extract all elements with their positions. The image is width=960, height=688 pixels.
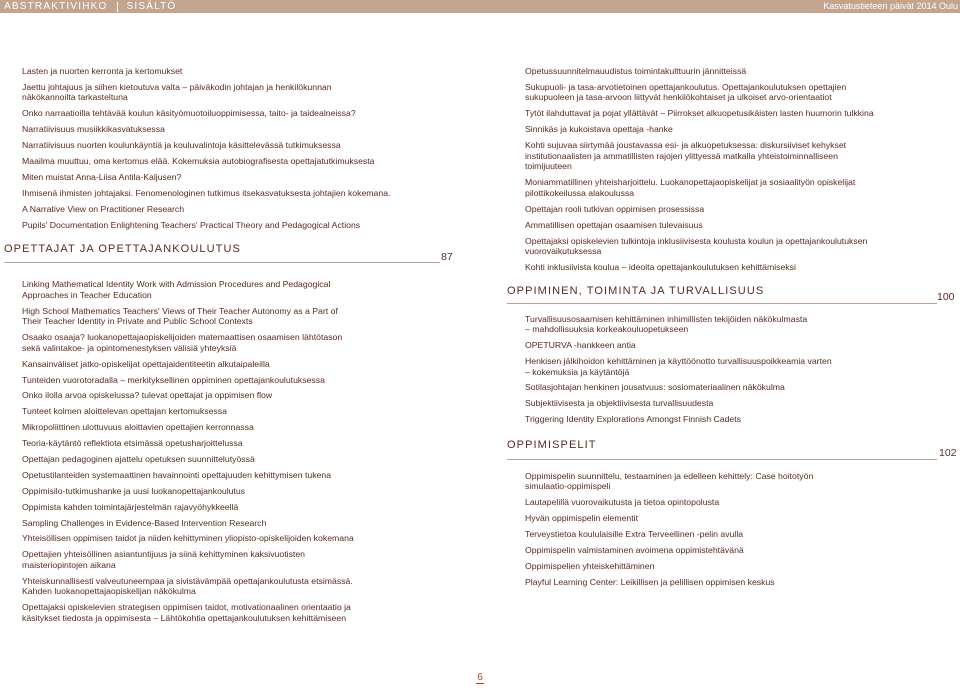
section-divider xyxy=(507,459,937,460)
toc-entry[interactable]: Maailma muuttuu, oma kertomus elää. Kokemuksia autobiografisesta opettajatutkimuksesta xyxy=(22,156,375,167)
left-top-entry-list xyxy=(22,66,462,230)
right-top-entry-list xyxy=(525,66,935,273)
toc-entry[interactable]: Narratiivisuus nuorten koulunkäyntiä ja kouluvalintoja käsittelevässä tutkimuksessa xyxy=(22,140,341,151)
toc-entry[interactable]: Onko narraatioilla tehtävää koulun käsityömuotoiluoppimisessa, taito- ja taidealneissa? xyxy=(22,108,356,119)
top-bar-separator xyxy=(117,2,118,12)
toc-entry[interactable]: Osaako osaaja? luokanopettajaopiskelijoiden matemaattisen osaamisen lähtötason sekä valintakoe- ja opintomenestyksen välisiä yhteyksiä xyxy=(22,332,343,353)
toc-entry[interactable]: Tunteiden vuorotoradalla – merkityksellinen oppiminen opettajankoulutuksessa xyxy=(22,374,325,385)
toc-entry[interactable]: Playful Learning Center: Leikillisen ja pelillisen oppimisen keskus xyxy=(525,576,775,587)
toc-entry[interactable]: Oppimispelin suunnittelu, testaaminen ja edelleen kehittely: Case hoitotyön simulaatio-oppimispeli xyxy=(525,470,814,492)
toc-entry[interactable]: Henkisen jälkihoidon kehittäminen ja käyttöönotto turvallisuuspoikkeamia varten – kokemuksia ja käytäntöjä xyxy=(525,355,832,377)
toc-entry[interactable]: Lasten ja nuorten kerronta ja kertomukset xyxy=(22,66,183,76)
section-heading: OPETTAJAT JA OPETTAJANKOULUTUS xyxy=(4,243,241,256)
toc-entry[interactable]: Opettajien yhteisöllinen asiantuntijuus ja siinä kehittyminen kaksivuotisten maisteriopintojen aikana xyxy=(22,549,305,570)
toc-entry[interactable]: Sinnikäs ja kukoistava opettaja -hanke xyxy=(525,124,673,135)
toc-entry[interactable]: Mikropoliittinen ulottuvuus aloittavien opettajien kerronnassa xyxy=(22,422,254,433)
page-number: 6 xyxy=(477,672,483,683)
section-oppimispelit xyxy=(507,438,957,460)
toc-entry[interactable]: Teoria-käytäntö reflektiota etsimässä opetusharjoittelussa xyxy=(22,438,243,449)
toc-entry[interactable]: Subjektiivisesta ja objektiivisesta turvallisuudesta xyxy=(525,398,714,409)
toc-entry[interactable]: Opetussuunnitelmauudistus toimintakulttuurin jännitteissä xyxy=(525,66,747,76)
toc-entry[interactable]: Oppimista kahden toimintajärjestelmän rajavyöhykkeellä xyxy=(22,501,239,512)
toc-entry[interactable]: A Narrative View on Practitioner Research xyxy=(22,203,185,214)
toc-entry[interactable]: Opettajaksi opiskelevien strategisen oppimisen taidot, motivationaalinen orientaatio ja käsitykset tiedosta ja oppimisesta – Lähtökohtia opettajankoulutuksen kehittämiseen xyxy=(22,602,351,623)
toc-entry[interactable]: Oppimispelin valmistaminen avoimena oppimistehtävänä xyxy=(525,544,744,555)
toc-entry[interactable]: Tytöt ilahduttavat ja pojat yllättävät – Piirrokset alkuopetusikäisten lasten huumorin tulkkina xyxy=(525,108,874,119)
toc-entry[interactable]: Yhteisöllisen oppimisen taidot ja niiden kehittyminen yliopisto-opiskelijoiden kokemana xyxy=(22,533,354,544)
toc-entry[interactable]: Sotilasjohtajan henkinen jousatvuus: sosiomateriaalinen näkökulma xyxy=(525,382,785,393)
contents-link[interactable]: SISÄLTÖ xyxy=(126,1,177,12)
toc-entry[interactable]: Miten muistat Anna-Liisa Antila-Kaljusen? xyxy=(22,171,182,182)
left-section-entry-list xyxy=(22,279,462,623)
toc-entry[interactable]: Terveystietoa koululaisille Extra Terveellinen -pelin avulla xyxy=(525,529,744,540)
left-column xyxy=(4,66,462,629)
toc-entry[interactable]: Oppimisilo-tutkimushanke ja uusi luokanopettajankoulutus xyxy=(22,485,246,496)
toc-entry[interactable]: Pupils' Documentation Enlightening Teachers' Practical Theory and Pedagogical Actions xyxy=(22,219,361,230)
toc-entry[interactable]: Ihmisenä ihmisten johtajaksi. Fenomenologinen tutkimus itsekasvatuksesta johtajien kokemana. xyxy=(22,187,391,198)
section-page-number: 102 xyxy=(939,446,957,459)
top-bar-left xyxy=(4,0,176,13)
toc-entry[interactable]: Sukupuoli- ja tasa-arvotietoinen opettajankoulutus. Opettajankoulutuksen opettajien sukupuoleen ja tasa-arvoon liittyvät henkilökohtaiset ja ulkoiset arvo-orientaatiot xyxy=(525,81,847,103)
toc-entry[interactable]: Opettajaksi opiskelevien tulkintoja inklusiivisesta koulusta koulun ja opettajankoulutuksen vuorovaikutuksessa xyxy=(525,235,868,257)
toc-entry[interactable]: Triggering Identity Explorations Amongst Finnish Cadets xyxy=(525,414,742,425)
toc-entry[interactable]: Opetustilanteiden systemaattinen havainnointi opettajuuden kehittymisen tukena xyxy=(22,469,332,480)
section-divider xyxy=(507,303,937,304)
toc-entry[interactable]: Opettajan pedagoginen ajattelu opetuksen suunnittelutyössä xyxy=(22,454,255,464)
section-oppiminen xyxy=(507,284,955,304)
right-section-a-entry-list xyxy=(525,314,935,425)
section-opettajat xyxy=(4,242,453,264)
toc-entry[interactable]: Opettajan rooli tutkivan oppimisen prosessissa xyxy=(525,203,705,214)
toc-entry[interactable]: Narratiivisuus musiikkikasvatuksessa xyxy=(22,124,165,135)
toc-entry[interactable]: OPETURVA -hankkeen antia xyxy=(525,340,636,351)
toc-entry[interactable]: Kohti inklusiivista koulua – ideoita opettajankoulutuksen kehittämiseksi xyxy=(525,261,796,272)
conference-title: Kasvatustieteen päivät 2014 Oulu xyxy=(823,1,958,11)
toc-entry[interactable]: Jaettu johtajuus ja siihen kietoutuva valta – päiväkodin johtajan ja henkilökunnan näkökannoilta tarkasteltuna xyxy=(22,81,332,103)
toc-entry[interactable]: Ammatillisen opettajan osaamisen tulevaisuus xyxy=(525,219,703,230)
toc-entry[interactable]: Hyvän oppimispelin elementit xyxy=(525,513,638,524)
toc-entry[interactable]: Tunteet kolmen aloittelevan opettajan kertomuksessa xyxy=(22,406,227,417)
section-heading: OPPIMISPELIT xyxy=(507,438,597,451)
right-column xyxy=(507,66,957,593)
toc-entry[interactable]: Kansainväliset jatko-opiskelijat opettajaidentiteetin alkutaipaleilla xyxy=(22,358,270,369)
toc-entry[interactable]: Turvallisuusosaamisen kehittäminen inhimillisten tekijöiden näkökulmasta – mahdollisuuksia korkeakouluopetukseen xyxy=(525,313,808,335)
toc-entry[interactable]: Linking Mathematical Identity Work with Admission Procedures and Pedagogical Approaches in Teacher Education xyxy=(22,279,331,300)
toc-entry[interactable]: Moniammatillinen yhteisharjoittelu. Luokanopettajaopiskelijat ja sosiaalityön opiskelijat pilottikokeilussa alakoulussa xyxy=(525,177,856,198)
toc-entry[interactable]: Lautapelillä vuorovaikutusta ja tietoa opintopolusta xyxy=(525,497,720,508)
toc-entry[interactable]: Kohti sujuvaa siirtymää joustavassa esi- ja alkuopetuksessa: diskursiiviset kehykset institutionaalisten ja ammatillisten rajojen ylittyessä matkalla yhteistoiminnalliseen toimijuuteen xyxy=(525,140,847,172)
right-section-b-entry-list xyxy=(525,471,935,588)
toc-entry[interactable]: High School Mathematics Teachers' Views of Their Teacher Autonomy as a Part of Their Teacher Identity in Private and Public School Contexts xyxy=(22,305,338,327)
toc-entry[interactable]: Yhteiskunnallisesti valveutuneempaa ja sivistävämpää opettajankoulutusta etsimässä. Kahden luokanopettajaopiskelijan näkökulma xyxy=(22,575,353,597)
section-page-number: 87 xyxy=(441,251,453,264)
footer xyxy=(0,672,960,684)
toc-entry[interactable]: Sampling Challenges in Evidence-Based Intervention Research xyxy=(22,517,267,528)
top-bar xyxy=(0,0,960,13)
section-heading: OPPIMINEN, TOIMINTA JA TURVALLISUUS xyxy=(507,284,765,297)
booklet-title: ABSTRAKTIVIHKO xyxy=(4,1,108,12)
section-page-number: 100 xyxy=(937,290,955,303)
toc-entry[interactable]: Onko ilolla arvoa opiskelussa? tulevat opettajat ja oppimisen flow xyxy=(22,390,273,401)
toc-entry[interactable]: Oppimispelien yhteiskehittäminen xyxy=(525,560,655,571)
section-divider xyxy=(4,262,440,263)
